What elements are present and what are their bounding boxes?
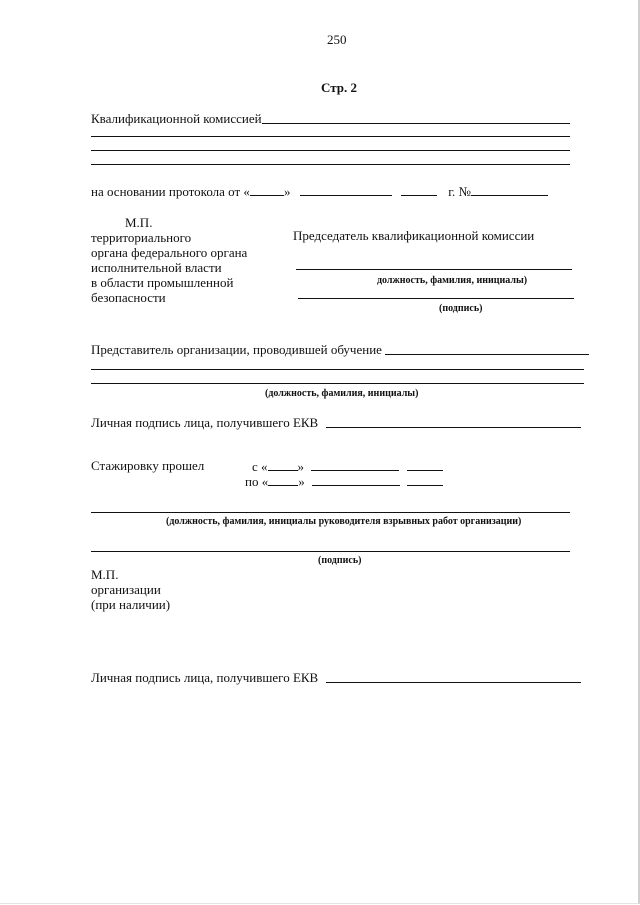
internship-from-day-field[interactable] [268,458,298,471]
personal-signature-label-1: Личная подпись лица, получившего ЕКВ [91,415,319,430]
internship-to-quote: » [298,474,305,489]
page-label: Стр. 2 [321,80,357,95]
commission-field-line-3[interactable] [91,150,570,151]
supervisor-signature-line[interactable] [91,551,570,552]
commission-label: Квалификационной комиссией [91,111,262,126]
representative-field-line-3[interactable] [91,383,584,384]
org-mp: М.П. [91,567,119,582]
org-line-2: (при наличии) [91,597,171,612]
personal-signature-label-2: Личная подпись лица, получившего ЕКВ [91,670,319,685]
representative-field-line[interactable] [385,354,589,355]
supervisor-position-line[interactable] [91,512,570,513]
internship-to-prefix: по « [245,474,269,489]
internship-to-month-field[interactable] [312,473,400,486]
protocol-number-label: г. № [448,184,471,199]
territorial-line-3: исполнительной власти [91,260,222,275]
protocol-number-field[interactable] [471,183,548,196]
chairman-signature-caption: (подпись) [439,303,483,314]
internship-from-quote: » [297,459,305,474]
territorial-line-4: в области промышленной [91,275,234,290]
commission-field-line-2[interactable] [91,136,570,137]
chairman-position-line[interactable] [296,269,572,270]
territorial-line-1: территориального [91,230,192,245]
territorial-mp: М.П. [125,215,153,230]
commission-field-line-4[interactable] [91,164,570,165]
personal-signature-line-2[interactable] [326,682,581,683]
representative-label: Представитель организации, проводившей обучение [91,342,382,357]
page-number: 250 [327,32,347,47]
protocol-prefix: на основании протокола от « [91,184,250,199]
protocol-month-field[interactable] [300,183,392,196]
internship-from-month-field[interactable] [311,458,399,471]
internship-to-year-field[interactable] [407,473,443,486]
internship-to-day-field[interactable] [268,473,298,486]
protocol-row [91,183,548,200]
representative-field-line-2[interactable] [91,369,584,370]
internship-to-row [245,473,443,490]
protocol-year-field[interactable] [401,183,437,196]
supervisor-signature-caption: (подпись) [318,555,362,566]
protocol-quote-close: » [283,184,291,199]
internship-from-prefix: с « [252,459,268,474]
supervisor-position-caption: (должность, фамилия, инициалы руководителя взрывных работ организации) [166,516,522,527]
territorial-line-5: безопасности [91,290,166,305]
territorial-line-2: органа федерального органа [91,245,248,260]
internship-from-year-field[interactable] [407,458,443,471]
chairman-position-caption: должность, фамилия, инициалы) [377,275,528,286]
org-stamp-text [91,567,170,612]
internship-label: Стажировку прошел [91,458,205,473]
representative-caption: (должность, фамилия, инициалы) [265,388,419,399]
personal-signature-line-1[interactable] [326,427,581,428]
chairman-title: Председатель квалификационной комиссии [293,228,535,243]
chairman-signature-line[interactable] [298,298,574,299]
commission-field-line[interactable] [262,123,570,124]
protocol-day-field[interactable] [250,183,284,196]
territorial-stamp-text [91,230,247,305]
org-line-1: организации [91,582,161,597]
